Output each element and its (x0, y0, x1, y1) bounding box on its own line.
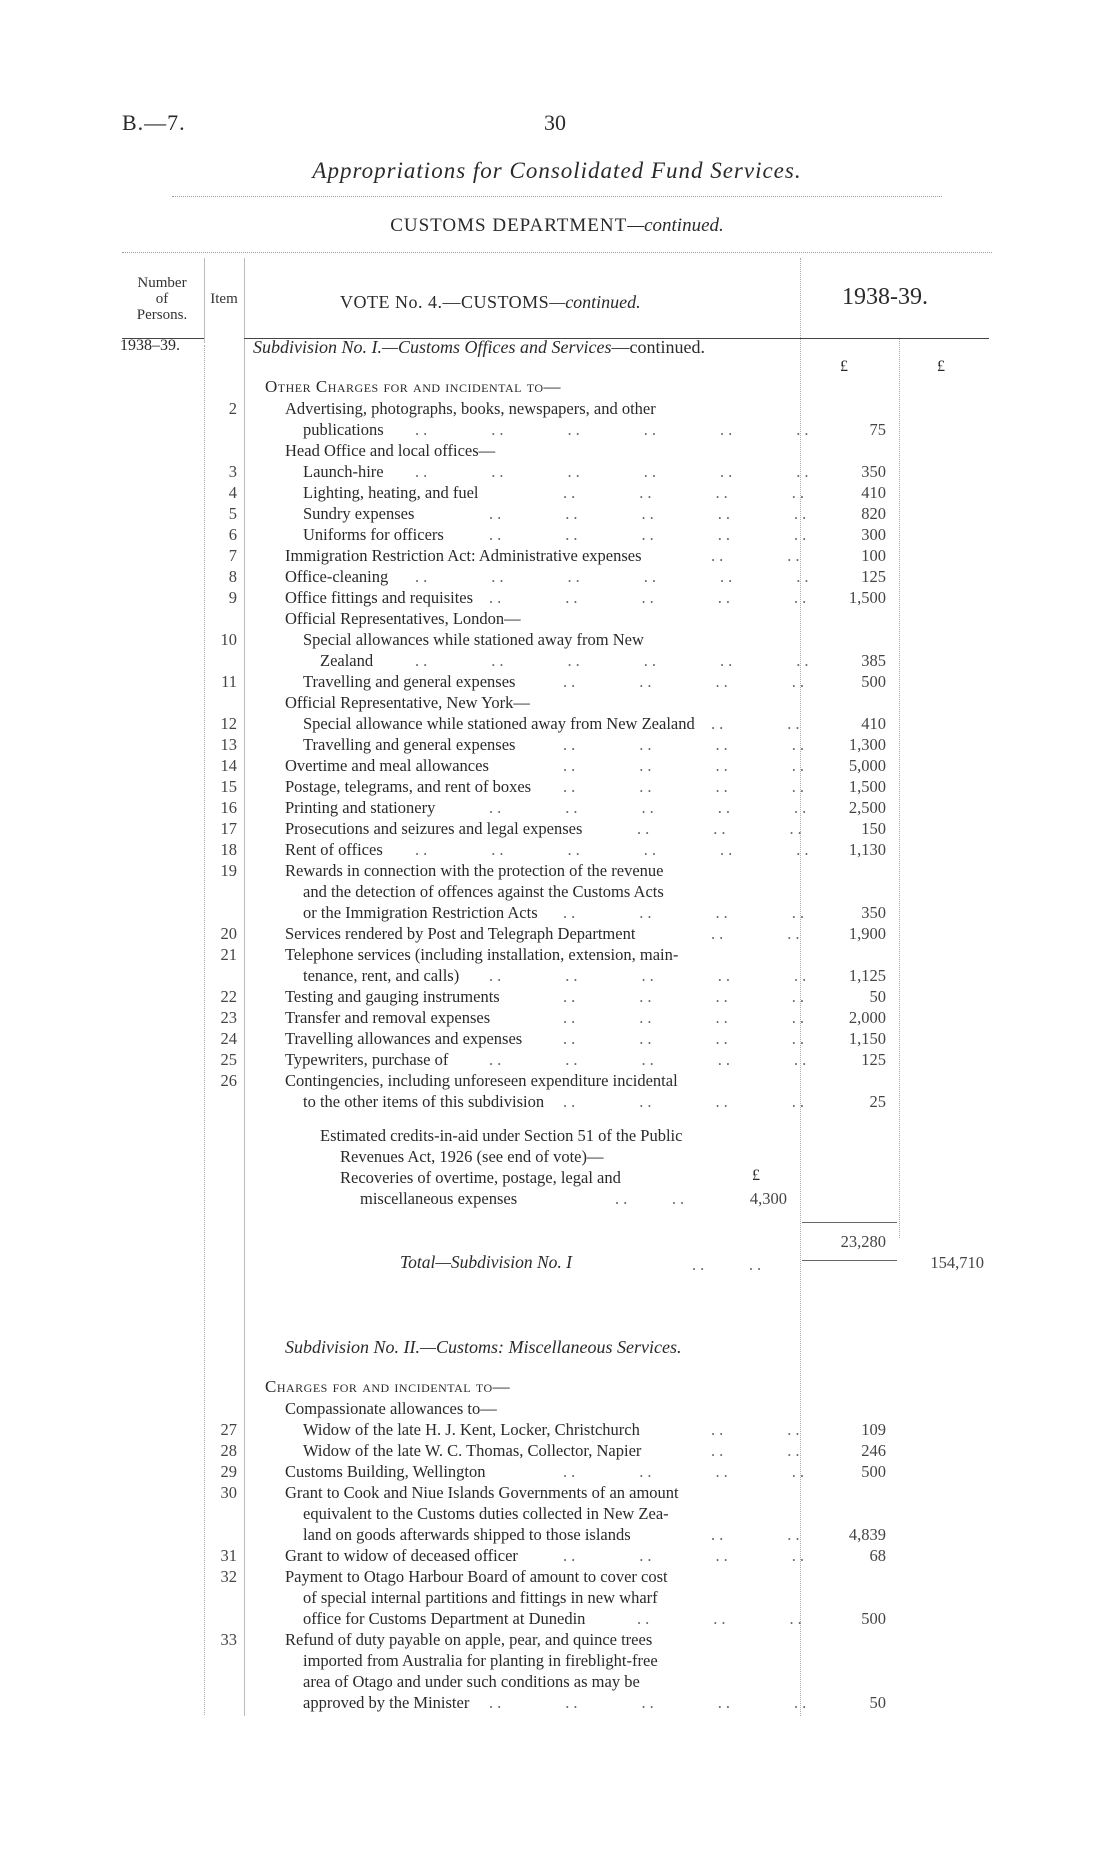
department-suffix: —continued. (627, 215, 724, 236)
line-item-text: Grant to widow of deceased officer (285, 1546, 518, 1565)
dot-leader: .. .. .. (637, 1609, 806, 1628)
line-item-amount: 5,000 (848, 756, 886, 775)
page-number: 30 (544, 110, 566, 135)
vote-suffix: —continued. (549, 292, 641, 312)
item-number: 23 (220, 1008, 237, 1027)
line-item-text: Official Representatives, London— (285, 609, 521, 628)
line-item-text: Printing and stationery (285, 798, 436, 817)
line-item-amount: 150 (861, 819, 886, 838)
item-number: 4 (228, 483, 237, 502)
item-number: 18 (220, 840, 237, 859)
line-item-amount: 820 (861, 504, 886, 523)
dot-leader: .. .. .. .. (563, 903, 808, 922)
column-divider-total (899, 338, 900, 1238)
credits-line: Revenues Act, 1926 (see end of vote)— (340, 1147, 604, 1166)
line-item-text: tenance, rent, and calls) (303, 966, 460, 985)
dot-leader: .. .. .. .. .. (489, 1693, 811, 1712)
line-item-text: Compassionate allowances to— (285, 1399, 497, 1418)
item-number: 13 (220, 735, 237, 754)
dot-leader: .. .. .. .. (563, 987, 808, 1006)
dot-leader: .. .. .. .. .. .. (415, 420, 813, 439)
dot-leader: .. .. .. .. .. (489, 588, 811, 607)
dot-leader: .. .. .. .. .. .. (415, 840, 813, 859)
item-number: 2 (228, 399, 237, 418)
line-item-text: Postage, telegrams, and rent of boxes (285, 777, 532, 796)
dot-leader: .. .. .. .. (563, 1029, 808, 1048)
line-item-text: area of Otago and under such conditions as may be (303, 1672, 640, 1691)
line-item-text: Contingencies, including unforeseen expenditure incidental (285, 1071, 678, 1090)
line-item-text: Office-cleaning (285, 567, 389, 586)
line-item-amount: 25 (869, 1092, 886, 1111)
dot-leader: .. .. .. .. (563, 777, 808, 796)
line-item-amount: 4,839 (848, 1525, 886, 1544)
line-item-amount: 1,500 (848, 777, 886, 796)
line-item-amount: 350 (861, 903, 886, 922)
line-item-text: Overtime and meal allowances (285, 756, 489, 775)
line-item-text: Typewriters, purchase of (285, 1050, 449, 1069)
line-item-text: approved by the Minister (303, 1693, 470, 1712)
item-number: 8 (228, 567, 237, 586)
credits-amount: 4,300 (749, 1189, 787, 1208)
dot-leader: .. .. .. .. (563, 672, 808, 691)
line-item-amount: 1,150 (848, 1029, 886, 1048)
credits-line: miscellaneous expenses (360, 1189, 518, 1208)
department-heading (0, 215, 1114, 237)
line-item-amount: 100 (861, 546, 886, 565)
line-item-amount: 500 (861, 1609, 886, 1628)
line-item-text: publications (303, 420, 384, 439)
item-number: 27 (220, 1420, 237, 1439)
subdivision-1-charges-heading: Other Charges for and incidental to— (265, 377, 562, 396)
item-number: 30 (220, 1483, 237, 1502)
line-item-text: Testing and gauging instruments (285, 987, 500, 1006)
line-item-text: office for Customs Department at Dunedin (303, 1609, 586, 1628)
line-item-text: Special allowance while stationed away from New Zealand (303, 714, 695, 733)
credits-currency-symbol: £ (752, 1167, 760, 1184)
line-item-text: Grant to Cook and Niue Islands Governments of an amount (285, 1483, 679, 1502)
subdivision-2-heading: Subdivision No. II.—Customs: Miscellaneous Services. (285, 1337, 682, 1357)
item-number: 26 (220, 1071, 237, 1090)
line-item-text: Travelling and general expenses (303, 735, 516, 754)
dot-leader: .. .. .. .. (563, 1008, 808, 1027)
item-number: 33 (220, 1630, 237, 1649)
line-item-amount: 1,125 (848, 966, 886, 985)
persons-header-line2: of (155, 291, 169, 307)
line-item-text: Sundry expenses (303, 504, 415, 523)
line-item-text: land on goods afterwards shipped to those islands (303, 1525, 631, 1544)
line-item-amount: 125 (861, 1050, 886, 1069)
line-item-text: Transfer and removal expenses (285, 1008, 491, 1027)
line-item-amount: 1,130 (848, 840, 886, 859)
line-item-text: Payment to Otago Harbour Board of amount to cover cost (285, 1567, 668, 1586)
line-item-amount: 410 (861, 714, 886, 733)
line-item-text: Uniforms for officers (303, 525, 444, 544)
persons-year: 1938–39. (120, 337, 180, 354)
line-item-text: Rewards in connection with the protection of the revenue (285, 861, 664, 880)
dot-leader: .. .. .. .. (563, 1092, 808, 1111)
dot-leader: .. .. (711, 714, 804, 733)
line-item-amount: 50 (869, 987, 886, 1006)
line-item-text: and the detection of offences against the Customs Acts (303, 882, 664, 901)
department-name: CUSTOMS DEPARTMENT (390, 215, 628, 236)
line-item-text: Office fittings and requisites (285, 588, 474, 607)
item-number: 12 (220, 714, 237, 733)
line-item-amount: 410 (861, 483, 886, 502)
dot-leader: .. .. .. .. (563, 483, 808, 502)
document-reference: B.—7. (122, 110, 186, 135)
dot-leader: .. .. (711, 1420, 804, 1439)
column-item-header: Item (210, 291, 238, 307)
item-number: 19 (220, 861, 237, 880)
dot-leader: .. .. (711, 546, 804, 565)
dot-leader: .. .. (711, 924, 804, 943)
item-number: 20 (220, 924, 237, 943)
subdivision-2-charges-heading: Charges for and incidental to— (265, 1377, 511, 1396)
line-item-text: Services rendered by Post and Telegraph Department (285, 924, 636, 943)
dot-leader: .. .. .. .. (563, 1546, 808, 1565)
line-item-text: of special internal partitions and fittings in new wharf (303, 1588, 658, 1607)
line-item-text: Travelling allowances and expenses (285, 1029, 523, 1048)
item-number: 24 (220, 1029, 237, 1048)
item-number: 6 (228, 525, 237, 544)
credits-leader: .. .. (615, 1189, 689, 1208)
item-number: 21 (220, 945, 237, 964)
line-item-text: imported from Australia for planting in fireblight-free (303, 1651, 658, 1670)
dot-leader: .. .. .. .. .. .. (415, 651, 813, 670)
dot-leader: .. .. .. .. (563, 1462, 808, 1481)
line-item-text: Rent of offices (285, 840, 383, 859)
dot-leader: .. .. .. .. .. (489, 1050, 811, 1069)
item-number: 32 (220, 1567, 237, 1586)
credits-line: Estimated credits-in-aid under Section 51 of the Public (320, 1126, 683, 1145)
item-number: 11 (221, 672, 237, 691)
amount-currency-symbol: £ (840, 358, 848, 375)
credits-line: Recoveries of overtime, postage, legal and (340, 1168, 621, 1187)
line-item-amount: 246 (861, 1441, 886, 1460)
item-number: 15 (220, 777, 237, 796)
line-item-text: Zealand (320, 651, 374, 670)
total-currency-symbol: £ (937, 358, 945, 375)
line-item-amount: 385 (861, 651, 886, 670)
line-item-text: Lighting, heating, and fuel (303, 483, 479, 502)
item-number: 14 (220, 756, 237, 775)
persons-header-line1: Number (137, 275, 187, 291)
subdivision-1-total-label: Total—Subdivision No. I (400, 1252, 572, 1272)
dot-leader: .. .. .. .. .. (489, 966, 811, 985)
persons-header-line3: Persons. (136, 307, 188, 323)
dept-rule (122, 252, 992, 253)
line-item-amount: 350 (861, 462, 886, 481)
subdivision-1-heading (253, 337, 705, 358)
dot-leader: .. .. .. .. .. (489, 504, 811, 523)
subdivision-1-suffix: —continued. (611, 337, 705, 357)
dot-leader: .. .. .. .. (563, 735, 808, 754)
line-item-text: Telephone services (including installation, extension, main- (285, 945, 679, 964)
vote-name: VOTE No. 4.—CUSTOMS (340, 292, 550, 312)
column-persons-header (128, 275, 196, 323)
line-item-amount: 300 (861, 525, 886, 544)
vote-heading (340, 292, 641, 313)
page-title: Appropriations for Consolidated Fund Services. (312, 158, 802, 183)
subtotal-amount: 23,280 (840, 1232, 886, 1251)
line-item-text: Head Office and local offices— (285, 441, 496, 460)
item-number: 10 (220, 630, 237, 649)
item-number: 9 (228, 588, 237, 607)
item-number: 31 (220, 1546, 237, 1565)
line-item-amount: 75 (869, 420, 886, 439)
line-item-text: Prosecutions and seizures and legal expenses (285, 819, 583, 838)
line-item-text: Widow of the late H. J. Kent, Locker, Christchurch (303, 1420, 640, 1439)
title-rule (172, 196, 942, 197)
item-number: 25 (220, 1050, 237, 1069)
line-item-text: Widow of the late W. C. Thomas, Collector, Napier (303, 1441, 642, 1460)
line-item-text: Customs Building, Wellington (285, 1462, 486, 1481)
line-item-amount: 1,900 (848, 924, 886, 943)
line-item-amount: 1,500 (848, 588, 886, 607)
dot-leader: .. .. .. .. .. .. (415, 462, 813, 481)
item-number: 29 (220, 1462, 237, 1481)
item-number: 7 (228, 546, 237, 565)
subdivision-1-title: Subdivision No. I.—Customs Offices and Services (253, 337, 612, 357)
item-number: 17 (220, 819, 237, 838)
dot-leader: .. .. .. .. (563, 756, 808, 775)
line-item-amount: 1,300 (848, 735, 886, 754)
item-number: 22 (220, 987, 237, 1006)
line-item-text: Special allowances while stationed away from New (303, 630, 644, 649)
item-number: 5 (228, 504, 237, 523)
subtotal-rule (802, 1222, 897, 1223)
total-leader: .. .. (692, 1255, 766, 1274)
line-item-amount: 500 (861, 672, 886, 691)
column-divider-item (244, 258, 245, 1716)
dot-leader: .. .. .. .. .. (489, 525, 811, 544)
line-item-amount: 68 (869, 1546, 886, 1565)
dot-leader: .. .. (711, 1525, 804, 1544)
line-item-amount: 2,000 (848, 1008, 886, 1027)
line-item-amount: 500 (861, 1462, 886, 1481)
line-item-amount: 125 (861, 567, 886, 586)
line-item-text: to the other items of this subdivision (303, 1092, 545, 1111)
line-item-text: Immigration Restriction Act: Administrative expenses (285, 546, 642, 565)
dot-leader: .. .. .. .. .. (489, 798, 811, 817)
line-item-text: or the Immigration Restriction Acts (303, 903, 538, 922)
line-item-text: Travelling and general expenses (303, 672, 516, 691)
line-item-amount: 109 (861, 1420, 886, 1439)
item-number: 3 (228, 462, 237, 481)
line-item-text: Official Representative, New York— (285, 693, 530, 712)
dot-leader: .. .. .. .. .. .. (415, 567, 813, 586)
line-item-text: equivalent to the Customs duties collected in New Zea- (303, 1504, 669, 1523)
year-column-header: 1938-39. (842, 284, 928, 310)
dot-leader: .. .. .. (637, 819, 806, 838)
line-item-amount: 50 (869, 1693, 886, 1712)
subdivision-1-total: 154,710 (930, 1253, 984, 1272)
line-item-text: Refund of duty payable on apple, pear, and quince trees (285, 1630, 653, 1649)
line-item-text: Launch-hire (303, 462, 384, 481)
item-number: 28 (220, 1441, 237, 1460)
line-item-amount: 2,500 (848, 798, 886, 817)
item-number: 16 (220, 798, 237, 817)
line-item-text: Advertising, photographs, books, newspapers, and other (285, 399, 656, 418)
dot-leader: .. .. (711, 1441, 804, 1460)
